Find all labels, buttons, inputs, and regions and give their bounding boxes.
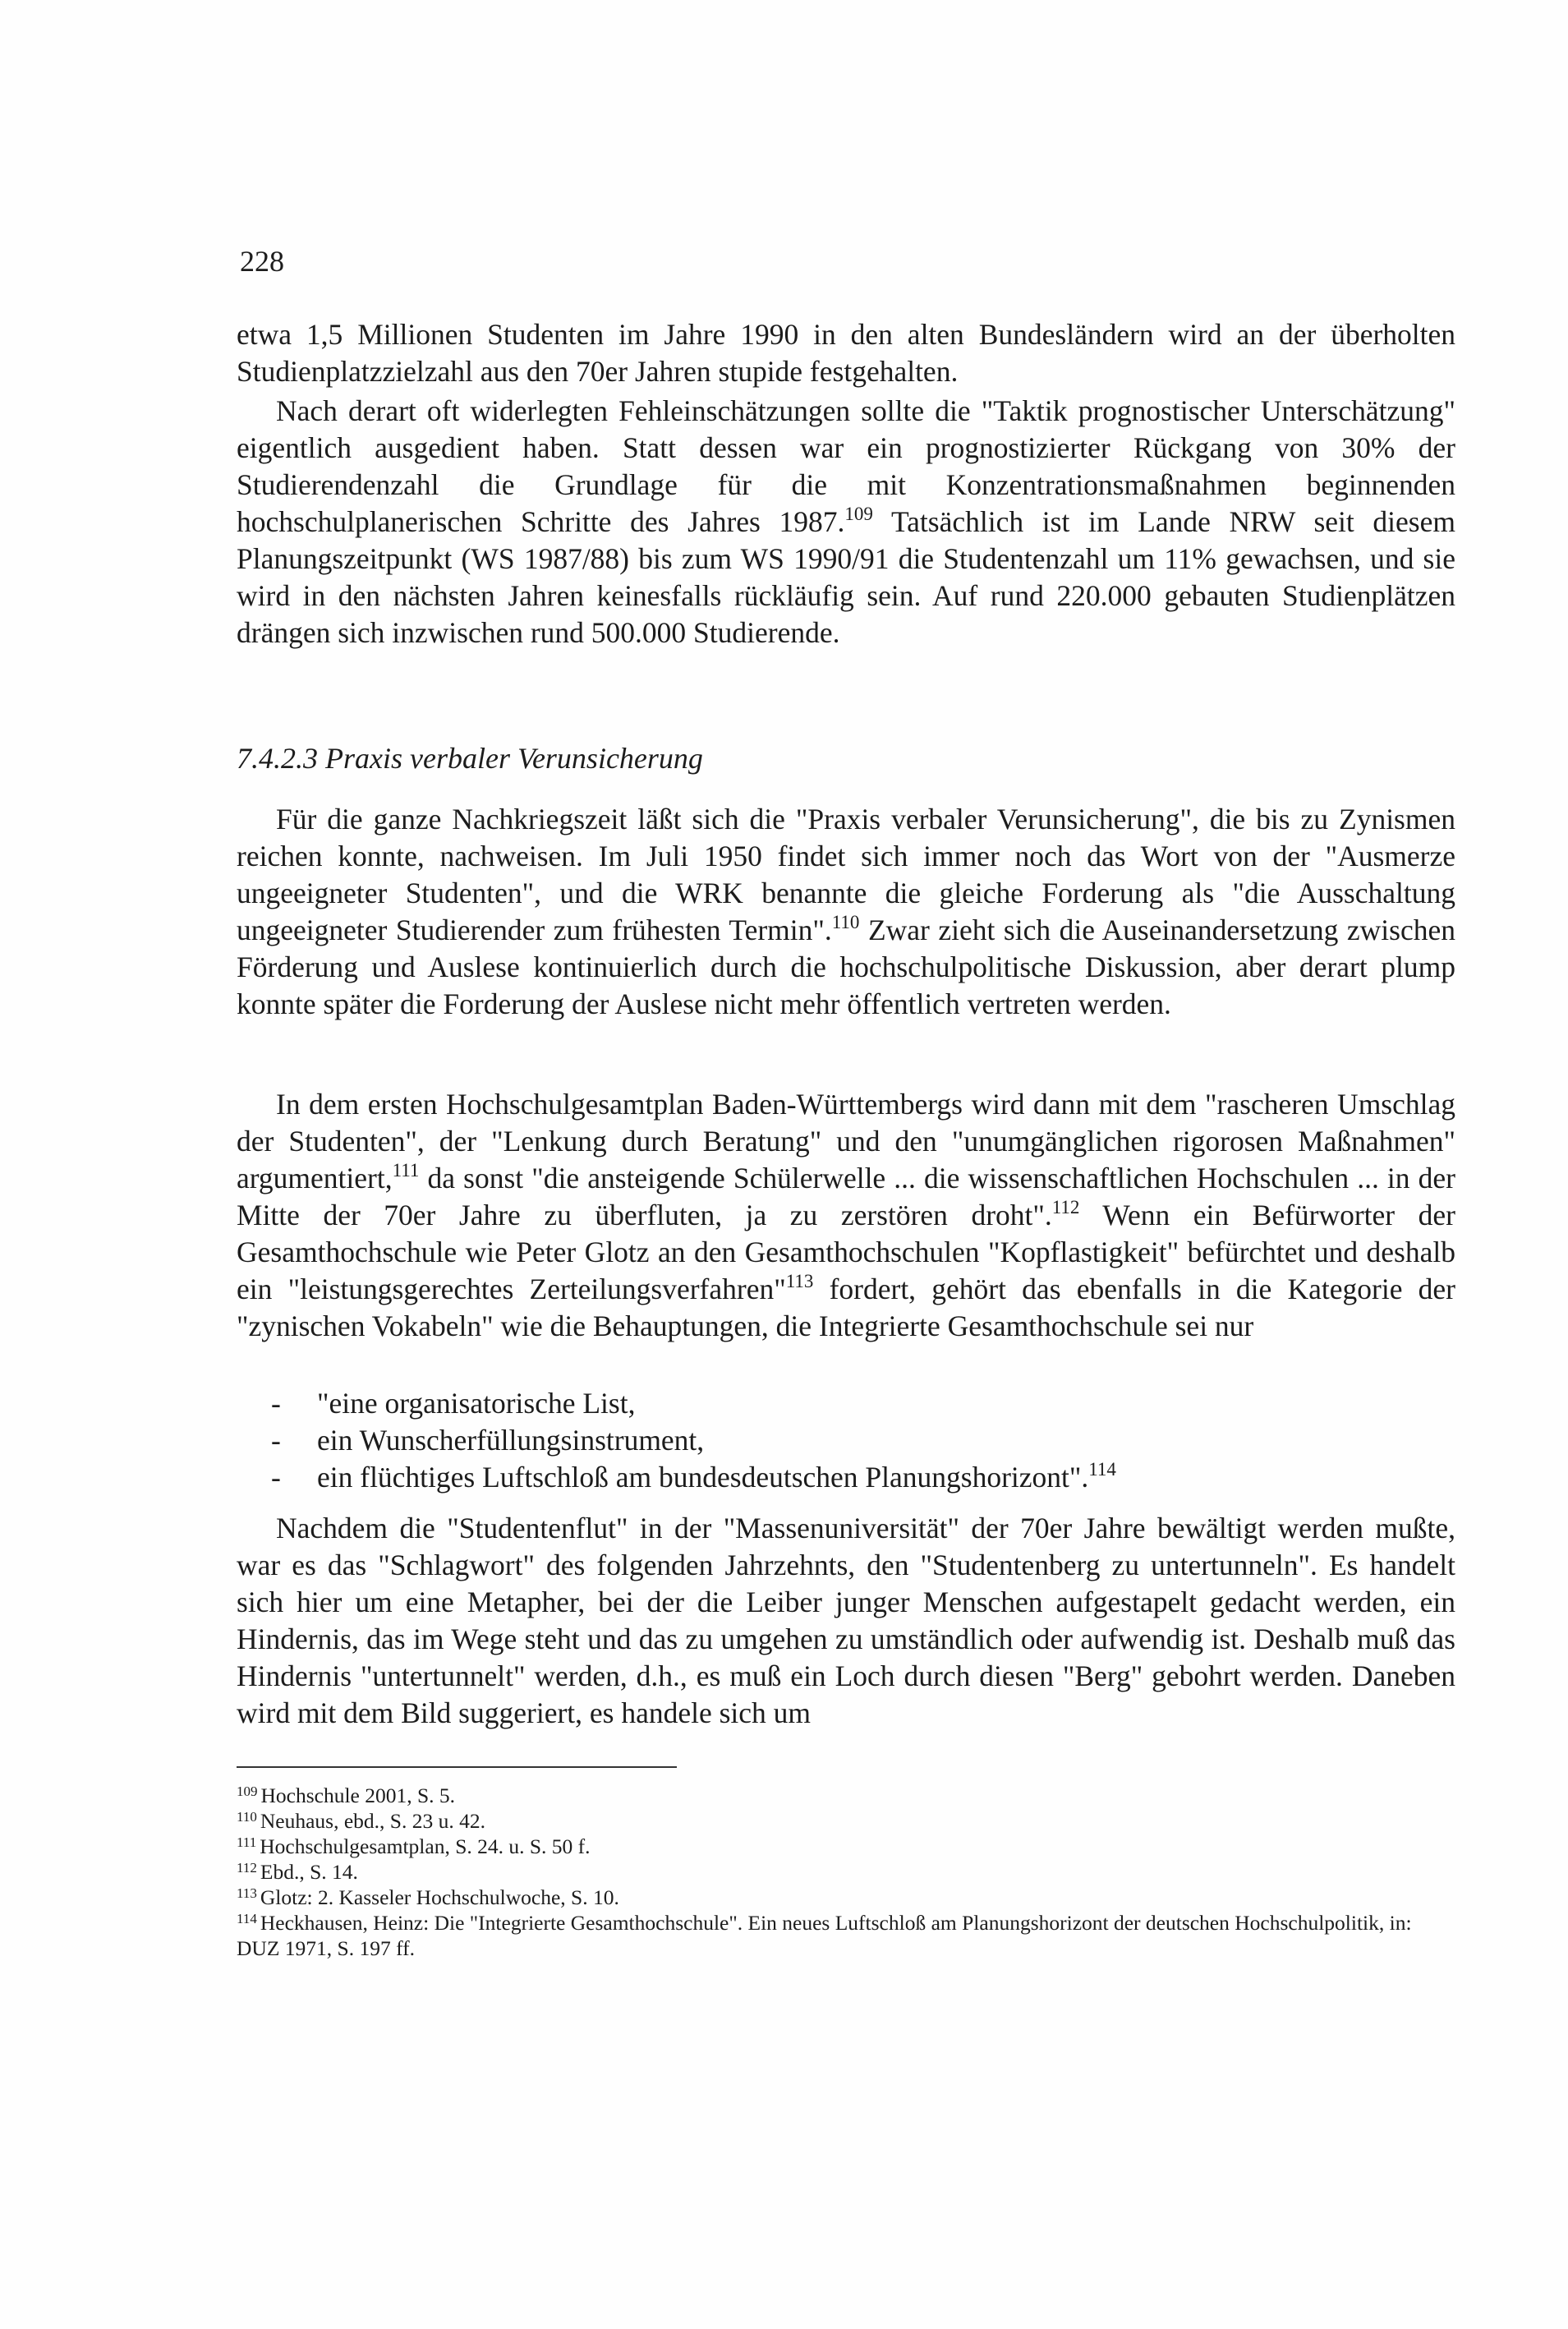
footnote-item — [237, 1834, 1455, 1859]
paragraph-3-text-b: Zwar zieht sich die Auseinandersetzung zwischen Förderung und Auslese kontinuierlich durch die hochschulpolitische Diskussion, aber derart plump konnte später die Forderung der Auslese nicht mehr öffentlich vertreten werden. — [237, 914, 1455, 1020]
footnote-separator — [237, 1766, 677, 1768]
footnote-text: Hochschule 2001, S. 5. — [260, 1784, 456, 1807]
footnote-ref-112[interactable]: 112 — [1051, 1197, 1080, 1217]
list-item — [271, 1385, 1116, 1422]
paragraph-4-text-c: Wenn ein Befürworter der Gesamthochschule wie Peter Glotz an den Gesamthochschulen "Kopflastigkeit" befürchtet und deshalb ein "leistungsgerechtes Zerteilungsverfahren" — [237, 1199, 1455, 1305]
paragraph-4 — [237, 1086, 1455, 1345]
paragraph-1 — [237, 316, 1455, 390]
footnote-ref-111[interactable]: 111 — [392, 1160, 420, 1181]
footnote-text: Ebd., S. 14. — [260, 1860, 358, 1884]
list-dash: - — [271, 1424, 281, 1457]
footnote-ref-109[interactable]: 109 — [844, 504, 873, 524]
section-heading: 7.4.2.3 Praxis verbaler Verunsicherung — [237, 742, 703, 775]
footnote-number: 110 — [237, 1809, 257, 1825]
quote-list — [271, 1385, 1116, 1496]
paragraph-3-text-a: Für die ganze Nachkriegszeit läßt sich die "Praxis verbaler Verunsicherung", die bis zu Zynismen reichen konnte, nachweisen. Im Juli 1950 findet sich immer noch das Wort von der "Ausmerze ungeeigneter Studenten", und die WRK benannte die gleiche Forderung als "die Ausschaltung ungeeigneter Studierender zum frühesten Termin". — [237, 803, 1455, 946]
footnote-text: Heckhausen, Heinz: Die "Integrierte Gesamthochschule". Ein neues Luftschloß am Planungshorizont der deutschen Hochschulpolitik, in: DUZ 1971, S. 197 ff. — [237, 1911, 1412, 1960]
footnote-item — [237, 1783, 1455, 1808]
list-item-text: ein flüchtiges Luftschloß am bundesdeutschen Planungshorizont". — [317, 1461, 1089, 1494]
footnote-ref-110[interactable]: 110 — [831, 912, 860, 932]
paragraph-5 — [237, 1510, 1455, 1732]
list-dash: - — [271, 1461, 281, 1494]
footnote-number: 112 — [237, 1860, 257, 1876]
paragraph-3 — [237, 801, 1455, 1023]
list-item — [271, 1459, 1116, 1496]
paragraph-4-text-d: fordert, gehört das ebenfalls in die Kategorie der "zynischen Vokabeln" wie die Behauptungen, die Integrierte Gesamthochschule sei nur — [237, 1273, 1456, 1342]
footnote-item — [237, 1859, 1455, 1885]
list-item — [271, 1422, 1116, 1459]
footnote-ref-113[interactable]: 113 — [785, 1271, 814, 1291]
footnote-number: 111 — [237, 1834, 257, 1850]
list-item-text: ein Wunscherfüllungsinstrument, — [317, 1424, 705, 1457]
footnote-text: Neuhaus, ebd., S. 23 u. 42. — [260, 1809, 485, 1833]
footnote-item — [237, 1910, 1455, 1961]
footnote-ref-114[interactable]: 114 — [1088, 1459, 1116, 1480]
paragraph-2-text-a: Nach derart oft widerlegten Fehleinschätzungen sollte die "Taktik prognostischer Unterschätzung" eigentlich ausgedient haben. Statt dessen war ein prognostizierter Rückgang von 30% der Studierendenzahl die Grundlage für die mit Konzentrationsmaßnahmen beginnenden hochschulplanerischen Schritte des Jahres 1987. — [237, 394, 1455, 538]
paragraph-2-text-b: Tatsächlich ist im Lande NRW seit diesem Planungszeitpunkt (WS 1987/88) bis zum WS 1990/91 die Studentenzahl um 11% gewachsen, und sie wird in den nächsten Jahren keinesfalls rückläufig sein. Auf rund 220.000 gebauten Studienplätzen drängen sich inzwischen rund 500.000 Studierende. — [237, 505, 1455, 649]
footnote-item — [237, 1808, 1455, 1834]
list-dash: - — [271, 1387, 281, 1420]
paragraph-4-text-b: da sonst "die ansteigende Schülerwelle ... die wissenschaftlichen Hochschulen ... in der Mitte der 70er Jahre zu überfluten, ja zu zerstören droht". — [237, 1162, 1455, 1231]
footnote-item — [237, 1885, 1455, 1910]
page-number: 228 — [240, 245, 284, 278]
footnote-text: Glotz: 2. Kasseler Hochschulwoche, S. 10. — [260, 1885, 619, 1909]
footnote-text: Hochschulgesamtplan, S. 24. u. S. 50 f. — [260, 1834, 591, 1858]
paragraph-2 — [237, 393, 1455, 651]
paragraph-1-text: etwa 1,5 Millionen Studenten im Jahre 1990 in den alten Bundesländern wird an der überholten Studienplatzzielzahl aus den 70er Jahren stupide festgehalten. — [237, 318, 1455, 388]
footnote-number: 113 — [237, 1885, 257, 1901]
footnote-number: 114 — [237, 1911, 257, 1926]
footnotes — [237, 1783, 1455, 1961]
paragraph-4-text-a: In dem ersten Hochschulgesamtplan Baden-Württembergs wird dann mit dem "rascheren Umschlag der Studenten", der "Lenkung durch Beratung" und den "unumgänglichen rigorosen Maßnahmen" argumentiert, — [237, 1088, 1455, 1194]
list-item-text: "eine organisatorische List, — [317, 1387, 636, 1420]
paragraph-5-text: Nachdem die "Studentenflut" in der "Massenuniversität" der 70er Jahre bewältigt werden mußte, war es das "Schlagwort" des folgenden Jahrzehnts, den "Studentenberg zu untertunneln". Es handelt sich hier um eine Metapher, bei der die Leiber junger Menschen aufgestapelt gedacht werden, ein Hindernis, das im Wege steht und das zu umgehen zu umständlich oder aufwendig ist. Deshalb muß das Hindernis "untertunnelt" werden, d.h., es muß ein Loch durch diesen "Berg" gebohrt werden. Daneben wird mit dem Bild suggeriert, es handele sich um — [237, 1512, 1455, 1729]
footnote-number: 109 — [237, 1784, 258, 1799]
